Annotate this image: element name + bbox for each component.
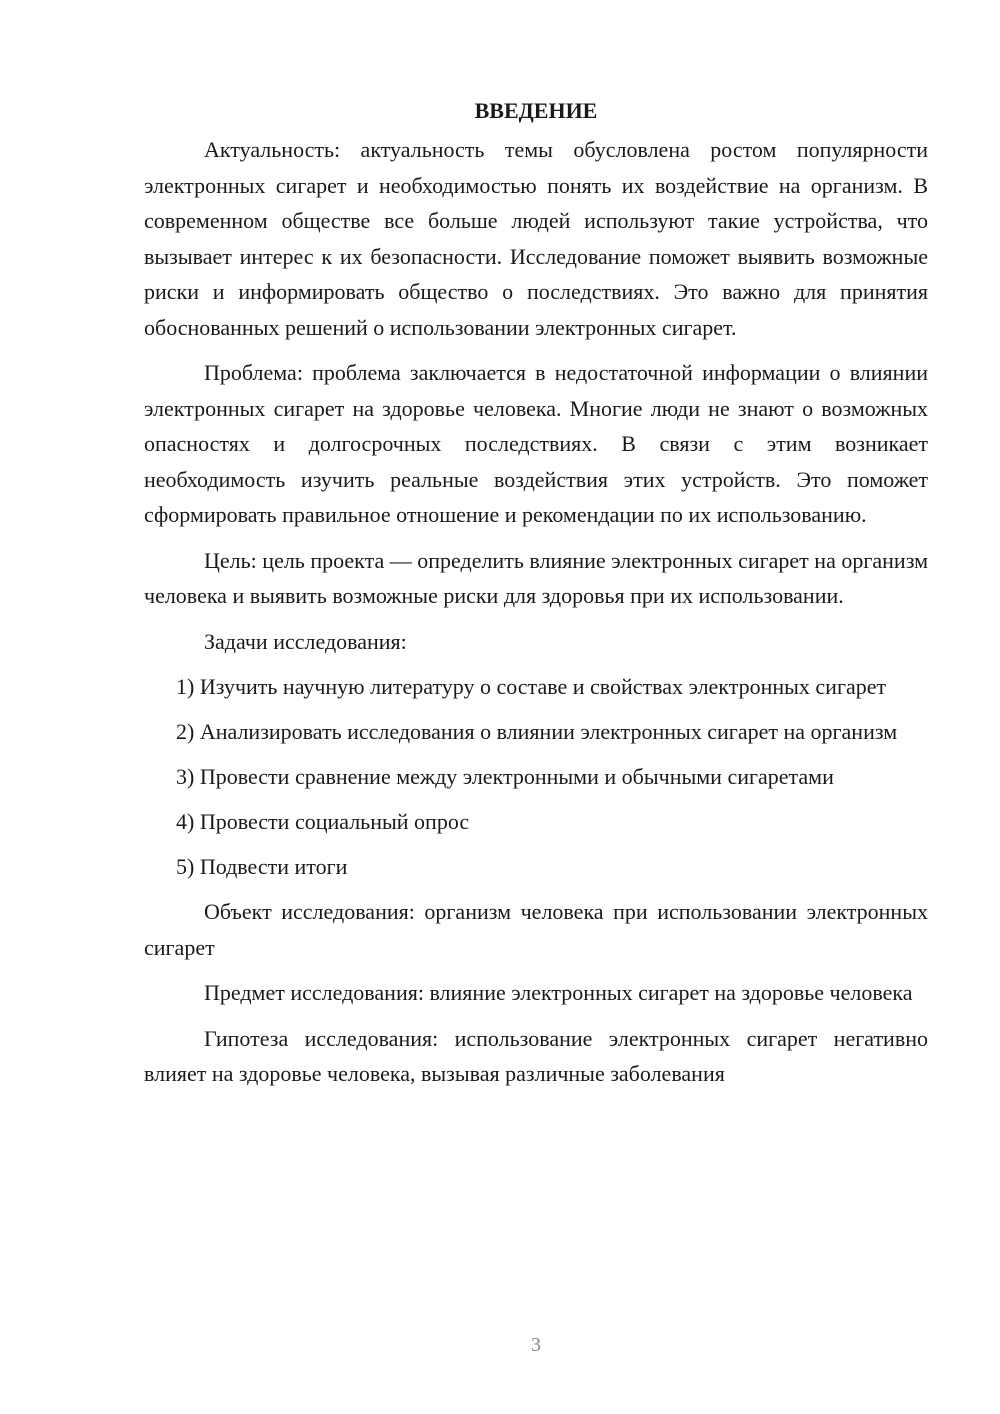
goal-paragraph: Цель: цель проекта — определить влияние электронных сигарет на организм человека и выявить возможные риски для здоровья при их использовании. bbox=[144, 547, 928, 608]
hypothesis-paragraph: Гипотеза исследования: использование электронных сигарет негативно влияет на здоровье человека, вызывая различные заболевания bbox=[144, 1025, 928, 1086]
task-item-1: 1) Изучить научную литературу о составе и свойствах электронных сигарет bbox=[176, 674, 887, 699]
task-item-3: 3) Провести сравнение между электронными и обычными сигаретами bbox=[176, 764, 834, 789]
task-item-2: 2) Анализировать исследования о влиянии электронных сигарет на организм bbox=[176, 719, 898, 744]
relevance-paragraph: Актуальность: актуальность темы обусловлена ростом популярности электронных сигарет и необходимостью понять их воздействие на организм. В современном обществе все больше людей используют такие устройства, что вызывает интерес к их безопасности. Исследование поможет выявить возможные риски и информировать общество о последствиях. Это важно для принятия обоснованных решений о использовании электронных сигарет. bbox=[144, 137, 928, 340]
tasks-intro: Задачи исследования: bbox=[204, 628, 407, 654]
task-item-5: 5) Подвести итоги bbox=[176, 854, 348, 879]
task-item-4: 4) Провести социальный опрос bbox=[176, 809, 470, 834]
page-number: 3 bbox=[531, 1334, 541, 1356]
problem-paragraph: Проблема: проблема заключается в недостаточной информации о влиянии электронных сигарет на здоровье человека. Многие люди не знают о возможных опасностях и долгосрочных последствиях. В связи с этим возникает необходимость изучить реальные воздействия этих устройств. Это поможет сформировать правильное отношение и рекомендации по их использованию. bbox=[144, 360, 928, 527]
object-paragraph: Объект исследования: организм человека при использовании электронных сигарет bbox=[144, 899, 928, 960]
document-heading: ВВЕДЕНИЕ bbox=[474, 98, 598, 123]
subject-paragraph: Предмет исследования: влияние электронных сигарет на здоровье человека bbox=[204, 980, 913, 1005]
document-page bbox=[144, 96, 928, 1102]
tasks-list bbox=[144, 669, 928, 884]
